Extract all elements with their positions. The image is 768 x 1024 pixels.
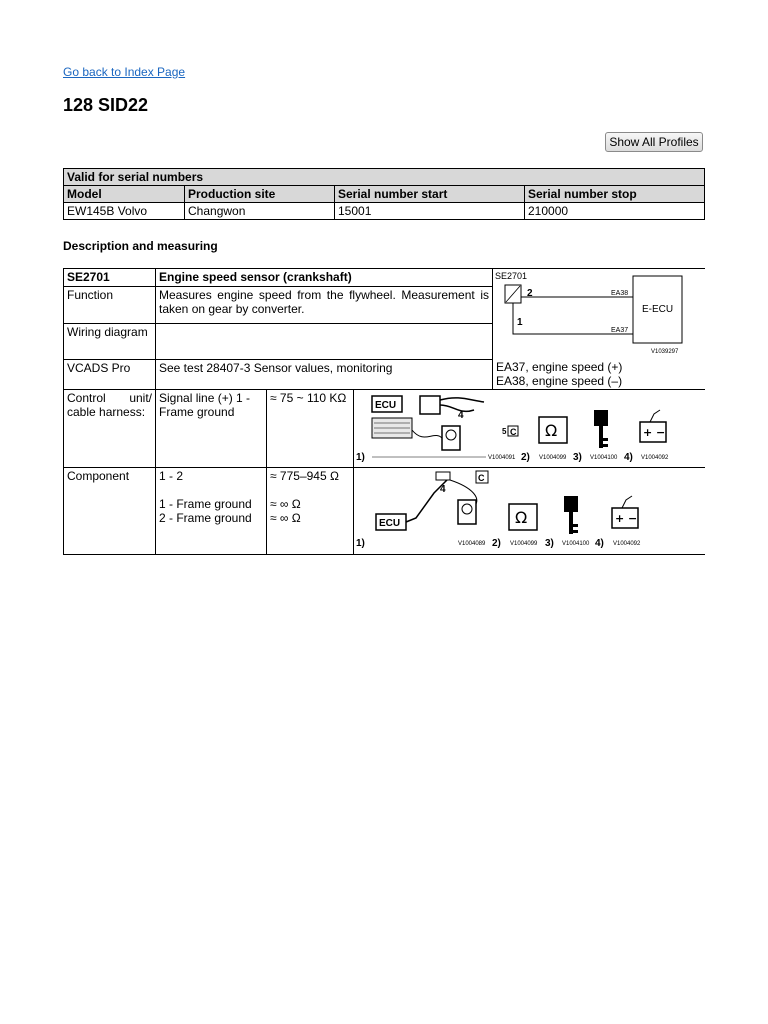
svg-text:V1039297: V1039297 [651,349,679,355]
component-measure-2: 1 - Frame ground [159,497,252,511]
key-icon [594,410,608,426]
svg-text:1): 1) [356,452,365,463]
svg-text:4): 4) [624,452,633,463]
ea38-description: EA38, engine speed (–) [496,374,623,388]
col-header-serial-start: Serial number start [335,186,525,203]
component-measure-3: 2 - Frame ground [159,511,252,525]
control-label: Control unit/ cable harness: [64,390,156,468]
component-value-1: ≈ 775–945 Ω [270,469,339,483]
wiring-diagram [493,269,705,355]
page-title: 128 SID22 [63,95,149,115]
svg-text:3): 3) [545,538,554,549]
svg-text:C: C [510,427,517,437]
wiring-label: Wiring diagram [64,323,156,359]
svg-text:+ −: + − [615,512,638,525]
svg-text:1: 1 [517,317,523,328]
wiring-diagram-cell [493,269,706,390]
svg-text:2): 2) [521,452,530,463]
serial-table-caption: Valid for serial numbers [64,169,705,186]
vcads-text: See test 28407-3 Sensor values, monitoring [156,360,493,390]
svg-text:+ −: + − [643,426,666,439]
svg-text:Ω: Ω [545,421,558,440]
component-procedure-figure [354,468,704,551]
svg-text:3): 3) [573,452,582,463]
svg-text:ECU: ECU [379,518,401,529]
component-value-2: ≈ ∞ Ω [270,497,301,511]
control-procedure-cell [354,390,706,468]
svg-text:V1004099: V1004099 [510,541,538,547]
description-table [63,268,705,555]
control-procedure-figure [354,390,704,464]
control-value: ≈ 75 ~ 110 KΩ [267,390,354,468]
cell-serial-stop: 210000 [525,203,705,220]
component-label: Component [64,468,156,555]
control-measure: Signal line (+) 1 - Frame ground [156,390,267,468]
svg-text:V1004091: V1004091 [488,455,516,461]
svg-text:2: 2 [527,288,533,299]
component-procedure-cell [354,468,706,555]
function-text: Measures engine speed from the flywheel. Measurement is taken on gear by converter. [156,287,493,323]
svg-text:V1004100: V1004100 [562,541,590,547]
svg-text:EA37: EA37 [611,327,629,334]
col-header-serial-stop: Serial number stop [525,186,705,203]
diagram-sensor-code: SE2701 [495,271,528,281]
svg-text:V1004099: V1004099 [539,455,567,461]
svg-text:4: 4 [440,484,446,495]
svg-text:V1004092: V1004092 [613,541,641,547]
show-all-profiles-button[interactable]: Show All Profiles [605,132,703,152]
component-measure-1: 1 - 2 [159,469,184,483]
svg-text:EA38: EA38 [611,290,629,297]
vcads-label: VCADS Pro [64,360,156,390]
svg-text:5: 5 [502,427,507,436]
cell-model: EW145B Volvo [64,203,185,220]
key-icon-2 [564,496,578,512]
serial-numbers-table [63,168,705,220]
cell-production-site: Changwon [185,203,335,220]
svg-text:V1004100: V1004100 [590,455,618,461]
sensor-code: SE2701 [64,269,156,287]
svg-text:Ω: Ω [515,508,528,527]
component-values [267,468,354,555]
svg-text:2): 2) [492,538,501,549]
svg-text:E-ECU: E-ECU [642,304,674,315]
back-to-index-link[interactable]: Go back to Index Page [63,65,186,79]
svg-text:V1004092: V1004092 [641,455,669,461]
component-measures [156,468,267,555]
section-title: Description and measuring [63,239,218,253]
wiring-empty [156,323,493,359]
svg-text:V1004089: V1004089 [458,541,486,547]
col-header-model: Model [64,186,185,203]
svg-text:ECU: ECU [375,400,397,411]
svg-text:4): 4) [595,538,604,549]
connector-icon [420,396,440,414]
svg-text:1): 1) [356,538,365,549]
sensor-name: Engine speed sensor (crankshaft) [156,269,493,287]
svg-text:4: 4 [458,410,464,421]
svg-text:C: C [478,473,485,483]
component-value-3: ≈ ∞ Ω [270,511,301,525]
col-header-production-site: Production site [185,186,335,203]
cell-serial-start: 15001 [335,203,525,220]
ea37-description: EA37, engine speed (+) [496,360,623,374]
function-label: Function [64,287,156,323]
